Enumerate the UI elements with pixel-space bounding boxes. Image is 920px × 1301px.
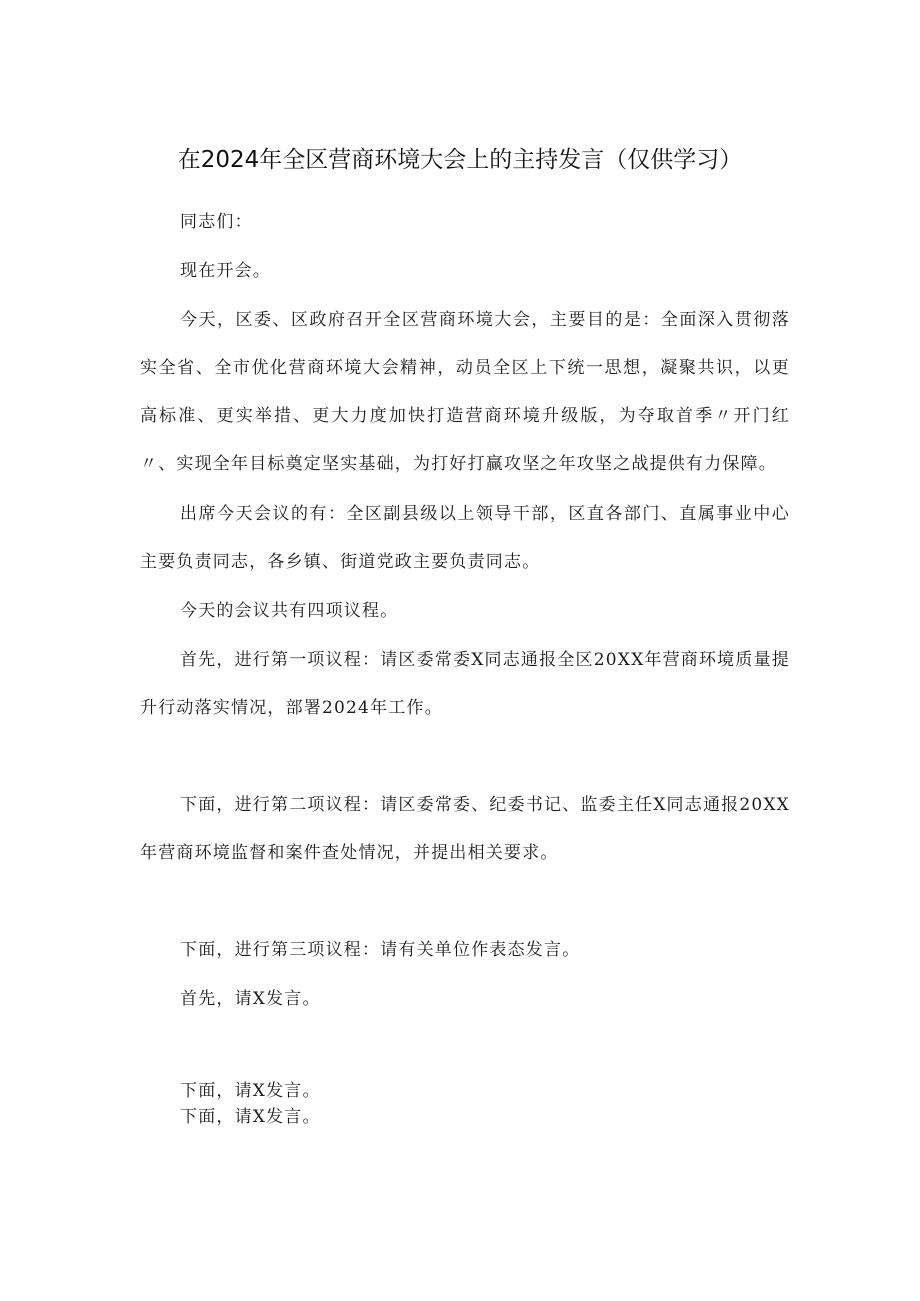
salutation: 同志们： (180, 212, 253, 232)
speaker-next-1: 下面，请X发言。 (180, 1081, 321, 1101)
speaker-first: 首先，请X发言。 (180, 989, 321, 1009)
paragraph-purpose: 今天，区委、区政府召开全区营商环境大会，主要目的是：全面深入贯彻落实全省、全市优化营商环境大会精神，动员全区上下统一思想，凝聚共识，以更高标准、更实举措、更大力度加快打造营商环境升级版，为夺取首季〃开门红〃、实现全年目标奠定坚实基础，为打好打赢攻坚之年攻坚之战提供有力保障。 (140, 310, 790, 474)
paragraph-agenda-3: 下面，进行第三项议程：请有关单位作表态发言。 (180, 940, 581, 960)
paragraph-agenda-count: 今天的会议共有四项议程。 (180, 601, 399, 621)
document-title: 在2024年全区营商环境大会上的主持发言（仅供学习） (177, 147, 743, 173)
opening-line: 现在开会。 (180, 261, 271, 281)
paragraph-attendees: 出席今天会议的有：全区副县级以上领导干部，区直各部门、直属事业中心主要负责同志，各乡镇、街道党政主要负责同志。 (140, 504, 790, 572)
speaker-next-2: 下面，请X发言。 (180, 1107, 321, 1127)
paragraph-agenda-1: 首先，进行第一项议程：请区委常委X同志通报全区20XX年营商环境质量提升行动落实情况，部署2024年工作。 (140, 650, 790, 718)
paragraph-agenda-2: 下面，进行第二项议程：请区委常委、纪委书记、监委主任X同志通报20XX年营商环境监督和案件查处情况，并提出相关要求。 (140, 795, 790, 863)
